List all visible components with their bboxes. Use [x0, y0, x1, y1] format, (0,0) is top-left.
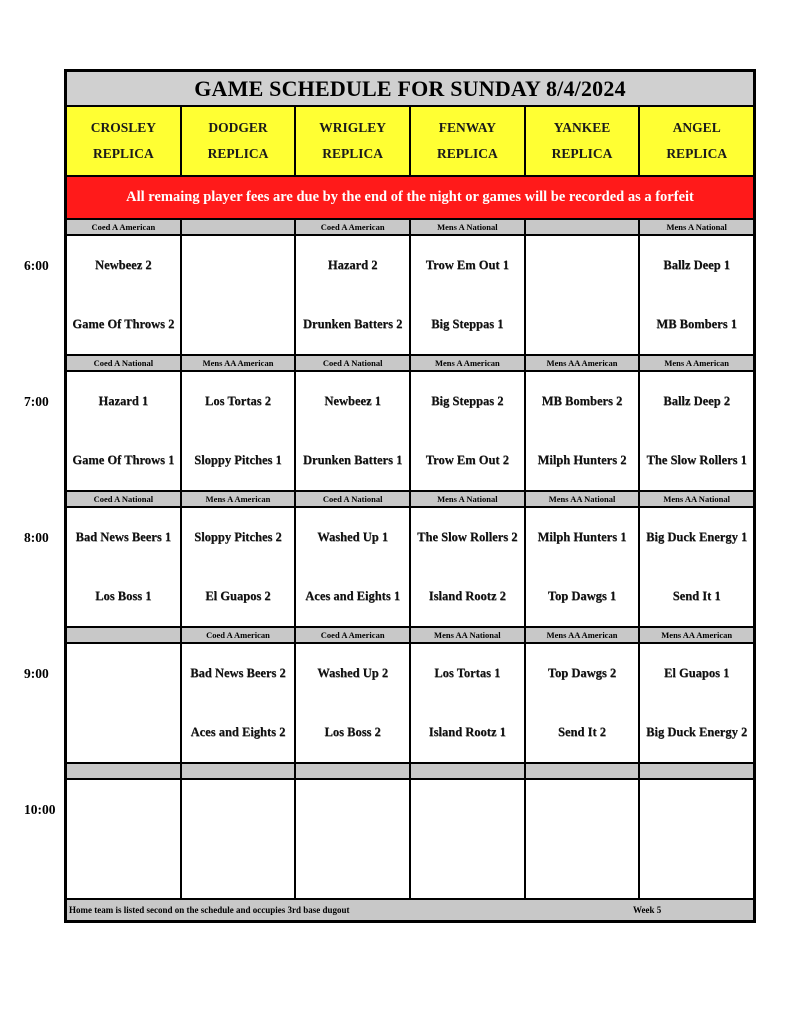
game-cell [294, 780, 409, 898]
field-sub: REPLICA [436, 146, 498, 161]
home-team: Send It 1 [672, 589, 721, 603]
division-label [524, 764, 639, 778]
division-label: Mens AA American [524, 356, 639, 370]
fee-notice-banner: All remaing player fees are due by the end of the night or games will be recorded as a forfeit [67, 177, 753, 220]
field-name: FENWAY [438, 120, 496, 135]
away-team: Hazard 2 [327, 258, 378, 272]
field-name: CROSLEY [90, 120, 156, 135]
home-team: Drunken Batters 1 [303, 453, 403, 467]
division-label: Mens AA National [638, 492, 753, 506]
division-label [67, 628, 180, 642]
division-label: Mens A American [409, 356, 524, 370]
away-team [526, 236, 639, 295]
game-cell [67, 644, 180, 762]
game-cell [638, 508, 753, 626]
footer-bar [67, 900, 753, 920]
week-label: Week 5 [633, 905, 662, 915]
away-team: Trow Em Out 1 [425, 258, 509, 272]
footer-note: Home team is listed second on the schedule and occupies 3rd base dugout [69, 905, 350, 915]
away-team [640, 780, 753, 839]
away-team: Washed Up 2 [317, 666, 389, 680]
time-label: 7:00 [24, 394, 49, 409]
game-cell [524, 236, 639, 354]
game-cell [180, 372, 295, 490]
game-cell [638, 236, 753, 354]
away-team: MB Bombers 2 [541, 394, 623, 408]
division-label: Mens AA American [638, 628, 753, 642]
home-team: Island Rootz 1 [428, 725, 506, 739]
division-label: Mens A National [409, 492, 524, 506]
away-team: Ballz Deep 2 [663, 394, 731, 408]
division-label: Coed A American [180, 628, 295, 642]
away-team: Newbeez 2 [95, 258, 152, 272]
time-slot-row [67, 236, 753, 356]
field-header-row [67, 107, 753, 177]
division-label: Coed A American [294, 628, 409, 642]
time-label: 10:00 [24, 802, 56, 817]
away-team [526, 780, 639, 839]
division-label [638, 764, 753, 778]
field-header-wrigley [294, 107, 409, 175]
away-team: Newbeez 1 [324, 394, 381, 408]
time-label: 9:00 [24, 666, 49, 681]
game-cell [67, 236, 180, 354]
home-team: Game Of Throws 1 [72, 453, 175, 467]
time-label: 8:00 [24, 530, 49, 545]
home-team: El Guapos 2 [205, 589, 271, 603]
division-label [67, 764, 180, 778]
game-cell [180, 644, 295, 762]
home-team: Island Rootz 2 [428, 589, 506, 603]
division-label: Mens AA National [524, 492, 639, 506]
field-header-angel [638, 107, 753, 175]
away-team: The Slow Rollers 2 [417, 530, 518, 544]
game-cell [409, 644, 524, 762]
away-team [67, 780, 180, 839]
away-team: Ballz Deep 1 [663, 258, 731, 272]
game-cell [67, 780, 180, 898]
time-slots [67, 220, 753, 900]
division-row [67, 628, 753, 644]
division-label: Mens A National [409, 220, 524, 234]
time-slot-row [67, 780, 753, 900]
home-team [296, 839, 409, 898]
home-team [182, 839, 295, 898]
division-label: Coed A National [67, 492, 180, 506]
home-team: MB Bombers 1 [656, 317, 737, 331]
away-team: Top Dawgs 2 [547, 666, 617, 680]
field-sub: REPLICA [322, 146, 384, 161]
home-team [67, 703, 180, 762]
field-sub: REPLICA [666, 146, 728, 161]
game-cell [409, 372, 524, 490]
game-cell [180, 236, 295, 354]
away-team [411, 780, 524, 839]
home-team: Aces and Eights 2 [190, 725, 286, 739]
home-team: Big Duck Energy 2 [646, 725, 748, 739]
away-team [182, 780, 295, 839]
home-team [411, 839, 524, 898]
home-team [526, 295, 639, 354]
division-label [524, 220, 639, 234]
game-cell [180, 508, 295, 626]
division-label: Mens AA American [180, 356, 295, 370]
division-label: Coed A American [294, 220, 409, 234]
home-team: The Slow Rollers 1 [646, 453, 747, 467]
game-cell [180, 780, 295, 898]
home-team: Big Steppas 1 [431, 317, 504, 331]
division-label [409, 764, 524, 778]
division-label: Mens AA National [409, 628, 524, 642]
page-title: GAME SCHEDULE FOR SUNDAY 8/4/2024 [67, 72, 753, 107]
home-team: Los Boss 2 [324, 725, 381, 739]
away-team [67, 644, 180, 703]
field-name: ANGEL [672, 120, 721, 135]
division-row [67, 764, 753, 780]
division-row [67, 220, 753, 236]
home-team [67, 839, 180, 898]
game-cell [524, 372, 639, 490]
home-team [182, 295, 295, 354]
division-label: Mens A American [638, 356, 753, 370]
away-team: Bad News Beers 1 [75, 530, 172, 544]
game-cell [524, 644, 639, 762]
game-cell [524, 508, 639, 626]
field-header-crosley [67, 107, 180, 175]
home-team: Game Of Throws 2 [72, 317, 175, 331]
time-slot-row [67, 644, 753, 764]
division-label: Mens A National [638, 220, 753, 234]
division-label [180, 220, 295, 234]
home-team: Trow Em Out 2 [425, 453, 509, 467]
away-team: Bad News Beers 2 [190, 666, 286, 680]
away-team: Milph Hunters 1 [537, 530, 627, 544]
division-label: Mens A American [180, 492, 295, 506]
game-cell [294, 236, 409, 354]
game-cell [638, 780, 753, 898]
home-team: Milph Hunters 2 [537, 453, 627, 467]
division-label [180, 764, 295, 778]
division-label: Coed A American [67, 220, 180, 234]
game-cell [294, 372, 409, 490]
field-sub: REPLICA [92, 146, 154, 161]
game-cell [67, 372, 180, 490]
home-team: Los Boss 1 [95, 589, 152, 603]
away-team: Sloppy Pitches 2 [194, 530, 282, 544]
field-name: DODGER [208, 120, 268, 135]
division-row [67, 492, 753, 508]
home-team: Drunken Batters 2 [303, 317, 403, 331]
game-cell [294, 508, 409, 626]
field-header-dodger [180, 107, 295, 175]
home-team [640, 839, 753, 898]
home-team: Send It 2 [558, 725, 606, 739]
home-team [526, 839, 639, 898]
game-cell [638, 644, 753, 762]
game-cell [409, 236, 524, 354]
away-team: Washed Up 1 [317, 530, 389, 544]
game-cell [67, 508, 180, 626]
away-team: Los Tortas 1 [434, 666, 501, 680]
away-team: El Guapos 1 [664, 666, 730, 680]
field-header-yankee [524, 107, 639, 175]
home-team: Aces and Eights 1 [305, 589, 401, 603]
field-name: WRIGLEY [319, 120, 387, 135]
division-label [294, 764, 409, 778]
away-team: Big Duck Energy 1 [646, 530, 748, 544]
division-label: Coed A National [294, 492, 409, 506]
time-slot-row [67, 508, 753, 628]
division-label: Mens AA American [524, 628, 639, 642]
field-header-fenway [409, 107, 524, 175]
game-cell [524, 780, 639, 898]
game-cell [409, 780, 524, 898]
away-team: Hazard 1 [98, 394, 149, 408]
schedule-sheet [64, 69, 756, 923]
field-name: YANKEE [553, 120, 611, 135]
field-sub: REPLICA [207, 146, 269, 161]
time-label: 6:00 [24, 258, 49, 273]
game-cell [638, 372, 753, 490]
home-team: Sloppy Pitches 1 [194, 453, 282, 467]
home-team: Top Dawgs 1 [547, 589, 617, 603]
game-cell [294, 644, 409, 762]
away-team [182, 236, 295, 295]
field-sub: REPLICA [551, 146, 613, 161]
away-team: Los Tortas 2 [205, 394, 271, 408]
away-team [296, 780, 409, 839]
division-label: Coed A National [294, 356, 409, 370]
time-slot-row [67, 372, 753, 492]
away-team: Big Steppas 2 [431, 394, 504, 408]
game-cell [409, 508, 524, 626]
division-label: Coed A National [67, 356, 180, 370]
division-row [67, 356, 753, 372]
